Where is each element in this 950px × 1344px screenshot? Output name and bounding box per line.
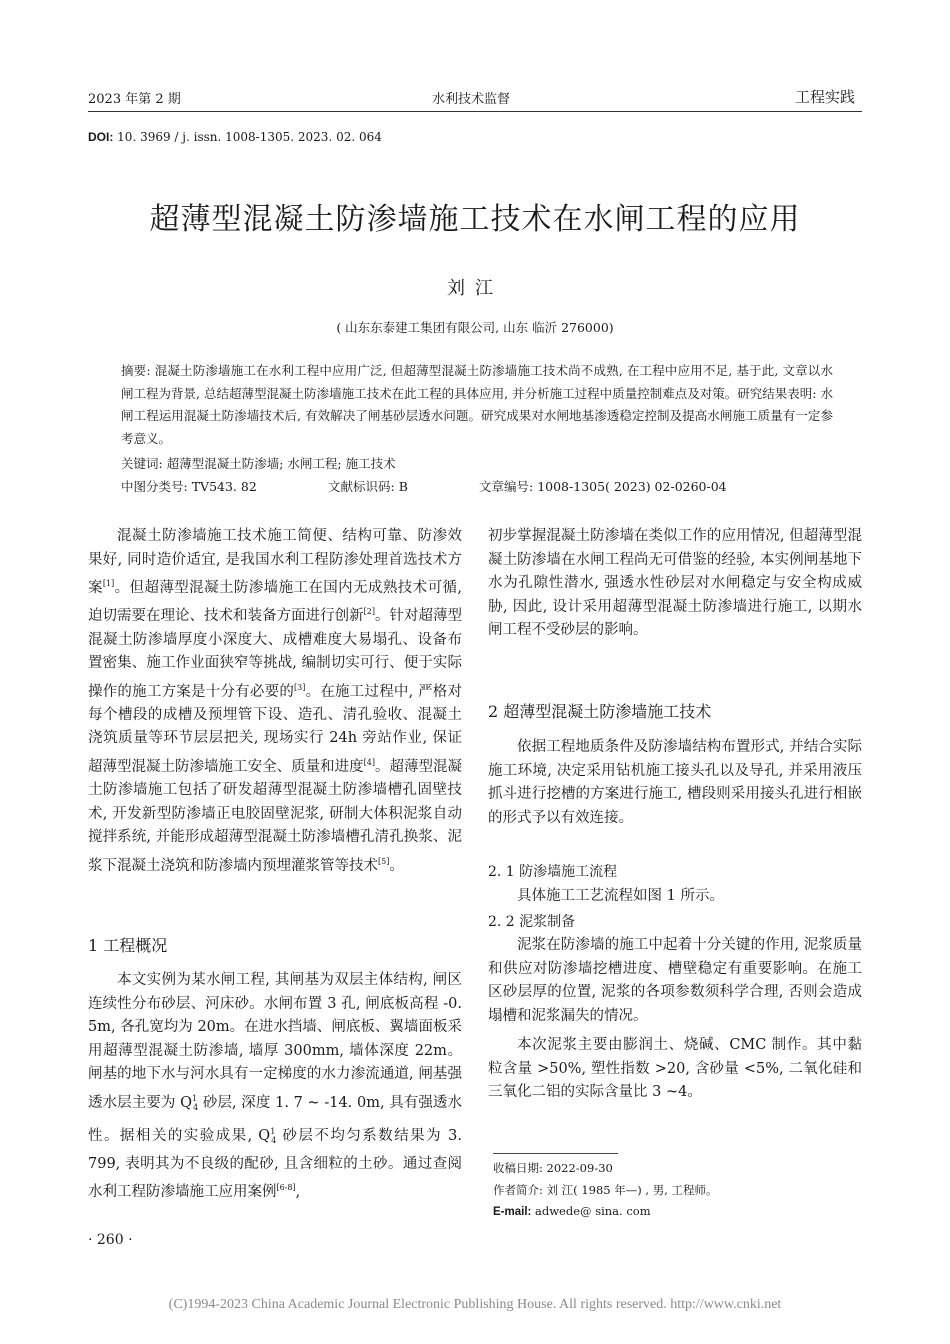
continued-paragraph: 初步掌握混凝土防渗墙在类似工作的应用情况, 但超薄型混凝土防渗墙在水闸工程尚无可借鉴的经验, 本实例闸基地下水为孔隙性潜水, 强透水性砂层对水闸稳定与安全构成威胁, 因此, 设计采用超薄型混凝土防渗墙进行施工, 以期水闸工程不受砂层的影响。: [488, 528, 862, 638]
citation-6-8[interactable]: [6-8]: [276, 1183, 296, 1193]
header-journal: 水利技术监督: [432, 92, 511, 107]
abstract-label: 摘要:: [121, 363, 151, 378]
doc-value: B: [398, 479, 408, 494]
intro-paragraph: 混凝土防渗墙施工技术施工简便、结构可靠、防渗效果好, 同时造价适宜, 是我国水利工程防渗处理首选技术方案[1]。但超薄型混凝土防渗墙施工在国内无成熟技术可循, 迫切需要在理论、技术和装备方面进行创新[2]。针对超薄型混凝土防渗墙厚度小深度大、成槽难度大易塌孔、设备布置密集、施工作业面狭窄等挑战, 编制切实可行、便于实际操作的施工方案是十分有必要的[3]。在施工过程中, 严格对每个槽段的成槽及预埋管下设、造孔、清孔验收、混凝土浇筑质量等环节层层把关, 现场实行 24h 旁站作业, 保证超薄型混凝土防渗墙施工安全、质量和进度[4]。超薄型混凝土防渗墙施工包括了研发超薄型混凝土防渗墙槽孔固壁技术, 开发新型防渗墙正电胶固壁泥浆, 研制大体积泥浆自动搅拌系统, 并能形成超薄型混凝土防渗墙槽孔清孔换浆、泥浆下混凝土浇筑和防渗墙内预埋灌浆管等技术[5]。: [88, 528, 463, 874]
header-section: 工程实践: [795, 88, 856, 106]
section-2-2-heading: 2. 2 泥浆制备: [488, 914, 576, 930]
clc-number: [121, 477, 257, 495]
section-2-1-heading: 2. 1 防渗墙施工流程: [488, 864, 618, 880]
header-issue: 2023 年第 2 期: [88, 92, 181, 107]
doi-line: [88, 130, 382, 144]
keywords-text: 超薄型混凝土防渗墙; 水闸工程; 施工技术: [166, 456, 396, 471]
left-column: [88, 525, 462, 878]
clc-label: 中图分类号:: [121, 479, 188, 494]
citation-3[interactable]: [3]: [294, 682, 306, 692]
right-column: [488, 525, 862, 643]
section-2-1-paragraph: 具体施工工艺流程如图 1 所示。: [517, 888, 724, 904]
doi-value: 10. 3969 / j. issn. 1008-1305. 2023. 02. 064: [117, 130, 382, 144]
section-2-2-paragraph-2: 本次泥浆主要由膨润土、烧碱、CMC 制作。其中黏粒含量 >50%, 塑性指数 >20, 含砂量 <5%, 二氧化硅和三氧化二铝的实际含量比 3 ~4。: [488, 1037, 862, 1100]
email-link[interactable]: adwede@ sina. com: [535, 1204, 651, 1218]
section-2-body: [488, 736, 862, 830]
page-number: · 260 ·: [88, 1232, 133, 1248]
citation-2[interactable]: [2]: [363, 607, 375, 617]
paper-title: 超薄型混凝土防渗墙施工技术在水闸工程的应用: [149, 202, 801, 237]
section-2-heading: 2 超薄型混凝土防渗墙施工技术: [488, 702, 712, 721]
citation-5[interactable]: [5]: [378, 856, 390, 866]
article-label: 文章编号:: [479, 479, 534, 494]
doi-label: DOI:: [88, 130, 114, 144]
article-number: [479, 477, 727, 495]
section-2-2-paragraph-1: 泥浆在防渗墙的施工中起着十分关键的作用, 泥浆质量和供应对防渗墙挖槽进度、槽壁稳定有重要影响。在施工区砂层厚的位置, 泥浆的各项参数须科学合理, 否则会造成塌槽和泥浆漏失的情况。: [488, 937, 862, 1024]
section-1-heading: 1 工程概况: [88, 936, 168, 955]
email-label: E-mail:: [493, 1206, 532, 1218]
section-2-1-body: [488, 885, 862, 909]
doc-label: 文献标识码:: [328, 479, 395, 494]
citation-1[interactable]: [1]: [102, 579, 115, 588]
abstract: [121, 360, 833, 450]
section-1-body: [88, 969, 462, 1205]
author-email-line: [493, 1204, 651, 1218]
footnote-rule: [493, 1153, 618, 1154]
keywords-label: 关键词:: [121, 456, 163, 471]
author-name: 刘江: [447, 278, 503, 299]
section-1-paragraph: 本文实例为某水闸工程, 其闸基为双层主体结构, 闸区连续性分布砂层、河床砂。水闸布置 3 孔, 闸底板高程 -0. 5m, 各孔宽均为 20m。在进水挡墙、闸底板、翼墙面板采用超薄型混凝土防渗墙, 墙厚 300mm, 墙体深度 22m。闸基的地下水与河水具有一定梯度的水力渗流通道, 闸基强透水层主要为 $Q^1_4$ 砂层, 深度 1. 7 ~ -14. 0m, 具有强透水性。据相关的实验成果, $Q^1_4$ 砂层不均匀系数结果为 3. 799, 表明其为不良级的配砂, 且含细粒的土砂。通过查阅水利工程防渗墙施工应用案例[6-8],: [88, 972, 463, 1201]
copyright-footer: (C)1994-2023 China Academic Journal Electronic Publishing House. All rights reserved. http://www.cnki.net: [168, 1297, 782, 1312]
keywords: [121, 454, 396, 472]
section-2-2-body: [488, 934, 862, 1105]
section-2-paragraph: 依据工程地质条件及防渗墙结构布置形式, 并结合实际施工环境, 决定采用钻机施工接头孔以及导孔, 并采用液压抓斗进行挖槽的方案进行施工, 槽段则采用接头孔进行相嵌的形式予以有效连接。: [488, 739, 862, 826]
affiliation: ( 山东东泰建工集团有限公司, 山东 临沂 276000): [336, 320, 614, 335]
citation-4[interactable]: [4]: [363, 757, 375, 767]
header-rule: [88, 111, 862, 112]
doc-code: [328, 477, 408, 495]
author-bio: 作者简介: 刘 江( 1985 年—) , 男, 工程师。: [493, 1183, 718, 1197]
received-date: 收稿日期: 2022-09-30: [493, 1161, 613, 1175]
clc-value: TV543. 82: [191, 479, 257, 494]
abstract-text: 混凝土防渗墙施工在水利工程中应用广泛, 但超薄型混凝土防渗墙施工技术尚不成熟, 在工程中应用不足, 基于此, 文章以水闸工程为背景, 总结超薄型混凝土防渗墙施工技术在此工程的具体应用, 并分析施工过程中质量控制难点及对策。研究结果表明: 水闸工程运用混凝土防渗墙技术后, 有效解决了闸基砂层透水问题。研究成果对水闸地基渗透稳定控制及提高水闸施工质量有一定参考意义。: [121, 363, 833, 446]
article-value: 1008-1305( 2023) 02-0260-04: [537, 479, 727, 494]
